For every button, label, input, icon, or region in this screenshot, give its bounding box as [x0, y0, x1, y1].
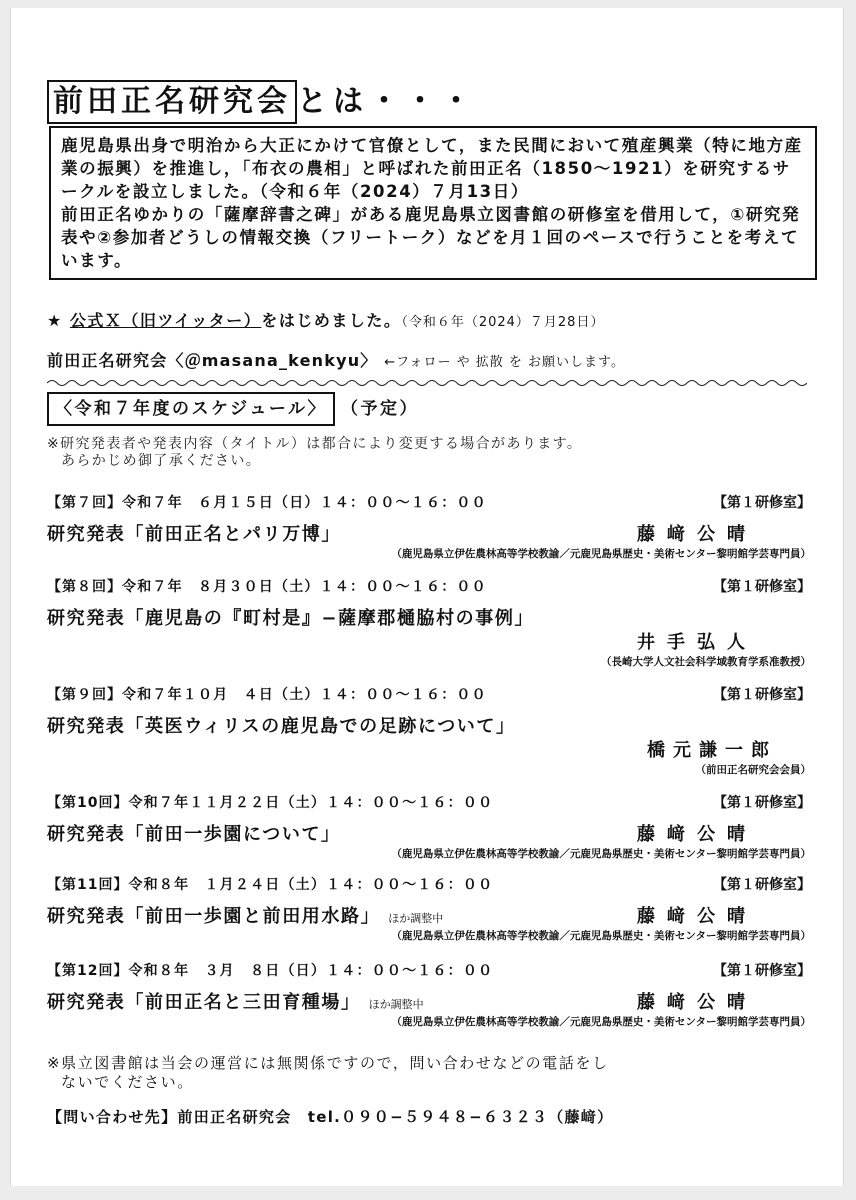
x-announce-text: をはじめました。 [261, 311, 402, 330]
session-7 [47, 492, 817, 572]
session-affiliation: （鹿児島県立伊佐農林高等学校教諭／元鹿児島県歴史・美術センター黎明館学芸専門員） [391, 1016, 811, 1028]
session-room: 【第１研修室】 [713, 963, 811, 979]
session-title [47, 604, 542, 630]
title-rest: とは・・・ [297, 84, 477, 119]
intro-paragraph-1: 鹿児島県出身で明治から大正にかけて官僚として，また民間において殖産興業（特に地方産業の振興）を推進し，「布衣の農相」と呼ばれた前田正名（1850〜1921）を研究するサークルを設立しました。（令和６年（2024）７月13日） [61, 136, 803, 201]
wavy-divider [47, 378, 807, 388]
session-number: 【第11回】 [47, 877, 129, 893]
session-speaker: 藤﨑公晴 [637, 824, 757, 845]
session-room: 【第１研修室】 [713, 877, 811, 893]
intro-box [49, 126, 817, 280]
session-date: 令和８年 ３月 ８日（日）１４：００〜１６：００ [128, 963, 494, 979]
session-extra: ほか調整中 [388, 912, 444, 925]
session-title [47, 520, 349, 546]
session-room: 【第１研修室】 [713, 687, 811, 703]
title-boxed: 前田正名研究会 [47, 80, 297, 124]
session-title-text: 研究発表「英医ウィリスの鹿児島での足跡について」 [47, 716, 516, 737]
session-title [47, 820, 349, 846]
session-date: 令和８年 １月２４日（土）１４：００〜１６：００ [128, 877, 494, 893]
session-affiliation: （鹿児島県立伊佐農林高等学校教諭／元鹿児島県歴史・美術センター黎明館学芸専門員） [391, 548, 811, 560]
session-title [47, 712, 524, 738]
session-11 [47, 874, 817, 954]
session-date: 令和７年 ６月１５日（日）１４：００〜１６：００ [122, 495, 487, 511]
session-speaker: 藤﨑公晴 [637, 992, 757, 1013]
x-account-link[interactable]: 公式Ｘ（旧ツイッター） [69, 311, 262, 330]
x-announce-date: （令和６年（2024）７月28日） [401, 315, 605, 330]
session-room: 【第１研修室】 [713, 495, 811, 511]
session-date: 令和７年 ８月３０日（土）１４：００〜１６：００ [122, 579, 487, 595]
x-announcement [47, 308, 604, 331]
session-9 [47, 684, 817, 776]
schedule-note-line-1: ※研究発表者や発表内容（タイトル）は都合により変更する場合があります。 [47, 436, 583, 452]
schedule-heading [47, 392, 419, 426]
session-header [47, 576, 487, 596]
session-header [47, 960, 493, 980]
session-date: 令和７年１１月２２日（土）１４：００〜１６：００ [128, 795, 494, 811]
session-10 [47, 792, 817, 872]
session-number: 【第７回】 [47, 495, 122, 511]
session-number: 【第12回】 [47, 963, 129, 979]
library-note-line-1: ※県立図書館は当会の運営には無関係ですので，問い合わせなどの電話をし [47, 1054, 609, 1072]
session-speaker: 井手弘人 [637, 632, 757, 653]
intro-paragraph-2: 前田正名ゆかりの「薩摩辞書之碑」がある鹿児島県立図書館の研修室を借用して，①研究発表や②参加者どうしの情報交換（フリートーク）などを月１回のペースで行うことを考えています。 [61, 205, 801, 270]
session-affiliation: （長崎大学人文社会科学域教育学系准教授） [601, 656, 811, 668]
session-speaker: 藤﨑公晴 [637, 906, 757, 927]
schedule-note-line-2: あらかじめ御了承ください。 [61, 453, 262, 469]
account-line [47, 348, 625, 371]
session-title [47, 902, 443, 928]
session-speaker: 藤﨑公晴 [637, 524, 757, 545]
session-speaker: 橋元謙一郎 [647, 740, 777, 761]
session-affiliation: （前田正名研究会会員） [695, 764, 811, 776]
session-12 [47, 960, 817, 1040]
session-date: 令和７年１０月 ４日（土）１４：００〜１６：００ [122, 687, 487, 703]
session-header [47, 874, 493, 894]
session-title-text: 研究発表「鹿児島の『町村是』−薩摩郡樋脇村の事例」 [47, 608, 535, 629]
schedule-title: 〈令和７年度のスケジュール〉 [47, 392, 335, 426]
account-handle[interactable]: 前田正名研究会〈＠masana_kenkyu〉 [47, 351, 378, 370]
follow-note: ←フォロー や 拡散 を お願いします。 [384, 355, 626, 370]
session-affiliation: （鹿児島県立伊佐農林高等学校教諭／元鹿児島県歴史・美術センター黎明館学芸専門員） [391, 930, 811, 942]
session-affiliation: （鹿児島県立伊佐農林高等学校教諭／元鹿児島県歴史・美術センター黎明館学芸専門員） [391, 848, 811, 860]
session-number: 【第８回】 [47, 579, 122, 595]
session-room: 【第１研修室】 [713, 795, 811, 811]
session-header [47, 684, 487, 704]
session-header [47, 492, 487, 512]
session-number: 【第９回】 [47, 687, 122, 703]
session-title [47, 988, 424, 1014]
library-note-line-2: ないでください。 [61, 1073, 194, 1091]
flyer-page [10, 8, 844, 1186]
session-8 [47, 576, 817, 668]
session-title-text: 研究発表「前田正名とパリ万博」 [47, 524, 341, 545]
contact-line: 【問い合わせ先】前田正名研究会 tel.０９０−５９４８−６３２３（藤﨑） [47, 1108, 614, 1126]
schedule-note [47, 436, 817, 470]
session-number: 【第10回】 [47, 795, 129, 811]
session-extra: ほか調整中 [368, 998, 424, 1011]
session-title-text: 研究発表「前田一歩園について」 [47, 824, 341, 845]
session-header [47, 792, 493, 812]
page-title [47, 80, 477, 128]
schedule-tag: （予定） [340, 399, 419, 419]
library-note [47, 1054, 817, 1092]
session-title-text: 研究発表「前田一歩園と前田用水路」 [47, 906, 381, 927]
session-room: 【第１研修室】 [713, 579, 811, 595]
session-title-text: 研究発表「前田正名と三田育種場」 [47, 992, 361, 1013]
star-icon: ★ [47, 311, 63, 330]
